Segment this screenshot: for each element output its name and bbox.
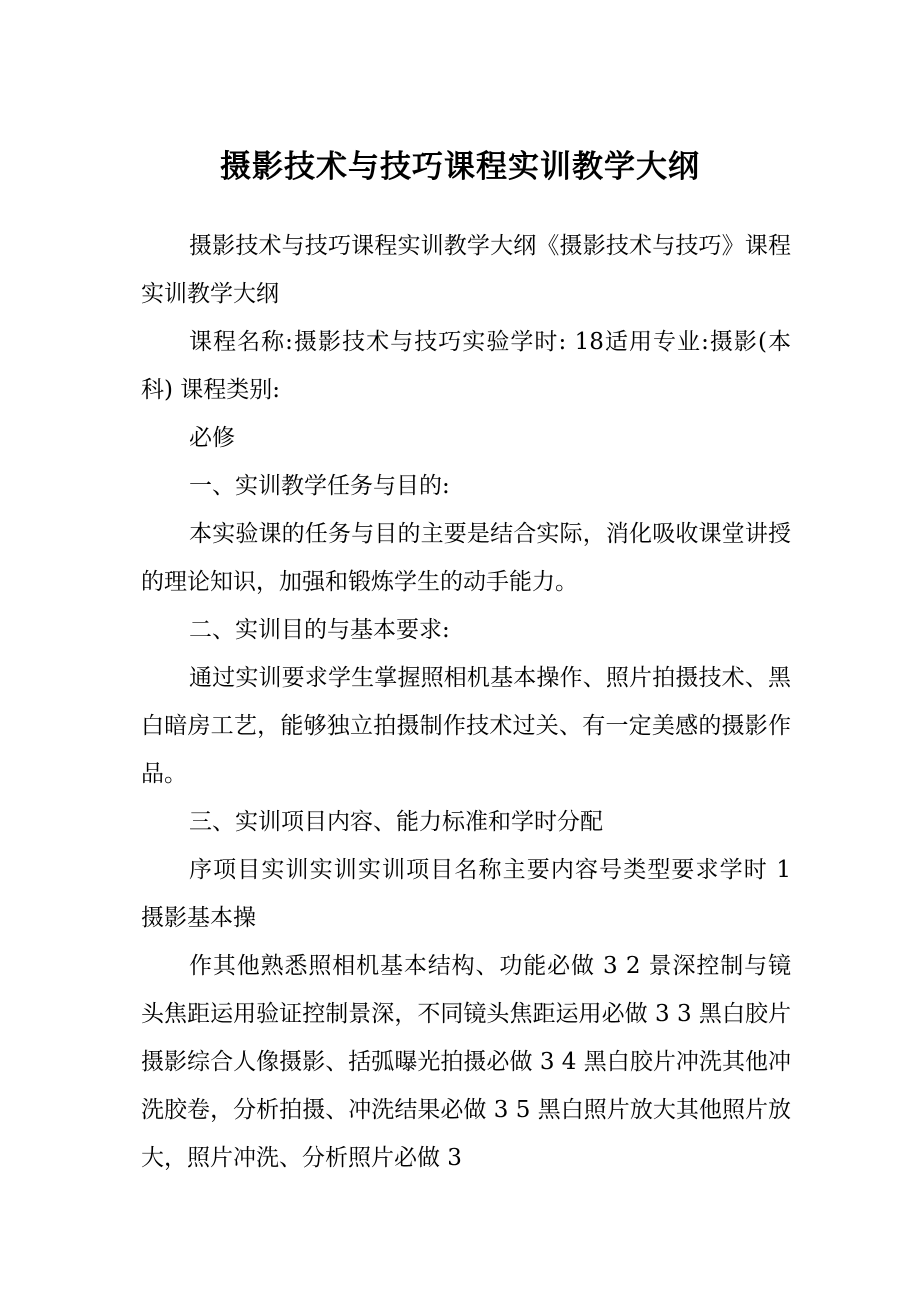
section-heading-2: 二、实训目的与基本要求: [189,617,450,643]
document-title: 摄影技术与技巧课程实训教学大纲 [220,149,700,185]
table-content-paragraph: 作其他熟悉照相机基本结构、功能必做 3 2 景深控制与镜头焦距运用验证控制景深，不同镜头焦距运用必做 3 3 黑白胶片摄影综合人像摄影、括弧曝光拍摄必做 3 4 黑白胶片冲洗其他冲洗胶卷，分析拍摄、冲洗结果必做 3 5 黑白照片放大其他照片放大，照片冲洗、分析照片必做 3 [141,953,791,1171]
document-body [141,222,791,1182]
section-heading-1: 一、实训教学任务与目的: [189,473,450,499]
section-2-paragraph: 通过实训要求学生掌握照相机基本操作、照片拍摄技术、黑白暗房工艺，能够独立拍摄制作技术过关、有一定美感的摄影作品。 [141,665,791,787]
course-info-paragraph: 课程名称:摄影技术与技巧实验学时: 18适用专业:摄影(本科) 课程类别: [141,329,791,403]
section-1-paragraph: 本实验课的任务与目的主要是结合实际，消化吸收课堂讲授的理论知识，加强和锻炼学生的动手能力。 [141,521,791,595]
section-heading-3: 三、实训项目内容、能力标准和学时分配 [189,809,603,835]
course-type-paragraph: 必修 [189,425,235,451]
intro-paragraph: 摄影技术与技巧课程实训教学大纲《摄影技术与技巧》课程实训教学大纲 [141,233,791,307]
table-header-paragraph: 序项目实训实训实训项目名称主要内容号类型要求学时 1 摄影基本操 [141,857,791,931]
